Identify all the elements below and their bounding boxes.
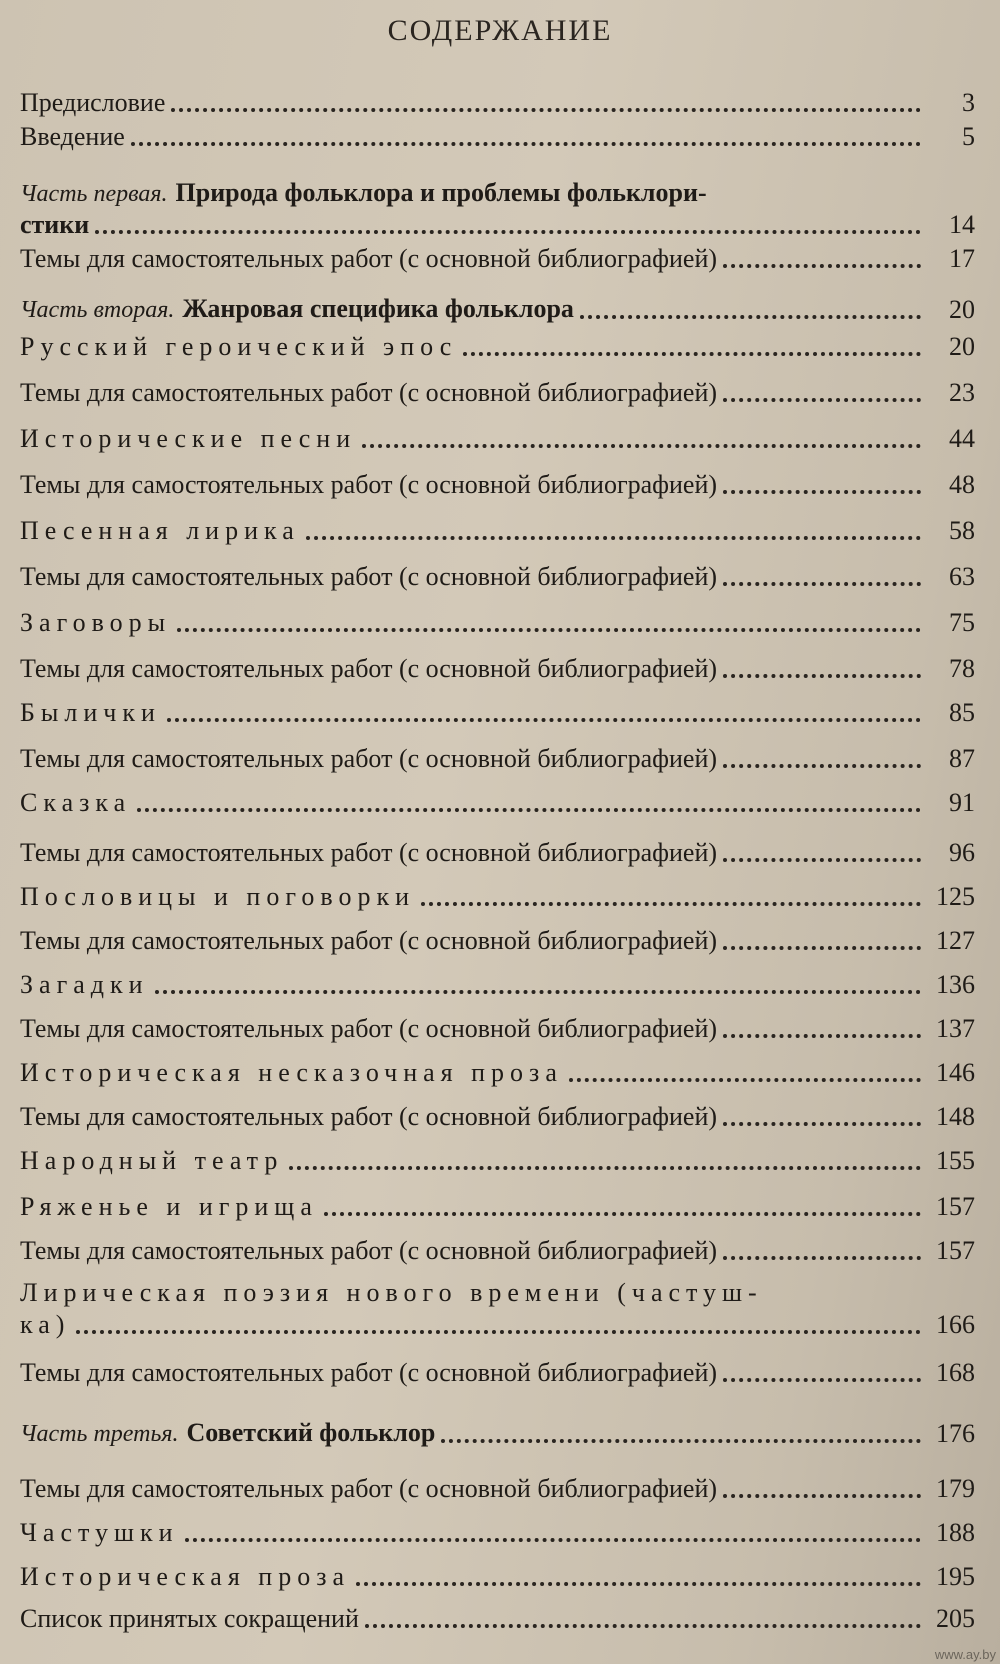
leader-dots: [324, 1212, 921, 1216]
leader-dots: [723, 1378, 921, 1382]
toc-entry-page: 205: [936, 1604, 975, 1633]
leader-dots: [723, 490, 921, 494]
part-prefix: Часть вторая.: [20, 297, 175, 323]
toc-entry-page: 157: [936, 1192, 975, 1221]
toc-entry: [20, 788, 975, 818]
toc-entry: [20, 210, 975, 240]
toc-entry: [20, 244, 975, 274]
leader-dots: [289, 1166, 921, 1170]
toc-part-entry: [20, 1418, 975, 1449]
toc-entry-page: 127: [936, 926, 975, 955]
toc-entry-label: Темы для самостоятельных работ (с основной библиографией): [20, 378, 718, 407]
toc-entry: [20, 926, 975, 956]
toc-entry: [20, 1192, 975, 1222]
part-title: Природа фольклора и проблемы фольклори-: [175, 178, 707, 207]
toc-entry: [20, 882, 975, 912]
toc-entry-page: 195: [936, 1562, 975, 1591]
leader-dots: [723, 1256, 921, 1260]
toc-entry-label: Частушки: [20, 1518, 179, 1547]
leader-dots: [441, 1439, 921, 1443]
leader-dots: [723, 764, 921, 768]
toc-entry: [20, 378, 975, 408]
toc-entry-label: Пословицы и поговорки: [20, 882, 416, 911]
toc-entry-label: Заговоры: [20, 608, 172, 637]
toc-entry-label: Песенная лирика: [20, 516, 300, 545]
toc-entry-page: 17: [949, 244, 975, 273]
toc-entry-label: Русский героический эпос: [20, 332, 458, 361]
toc-entry-continuation: ка): [20, 1310, 71, 1339]
toc-entry-label: Сказка: [20, 788, 132, 817]
toc-entry-page: 87: [949, 744, 975, 773]
toc-entry-label: Загадки: [20, 970, 149, 999]
leader-dots: [580, 315, 921, 319]
leader-dots: [356, 1582, 921, 1586]
toc-entry-page: 137: [936, 1014, 975, 1043]
leader-dots: [569, 1078, 921, 1082]
part-title: Советский фольклор: [186, 1418, 436, 1447]
toc-entry-page: 20: [949, 332, 975, 361]
toc-entry: [20, 1310, 975, 1340]
toc-entry-page: 96: [949, 838, 975, 867]
toc-entry-label: Историческая несказочная проза: [20, 1058, 563, 1087]
toc-entry-page: 23: [949, 378, 975, 407]
toc-entry: [20, 1236, 975, 1266]
toc-entry: [20, 562, 975, 592]
toc-entry-continuation: стики: [20, 210, 90, 239]
leader-dots: [421, 902, 921, 906]
toc-entry: [20, 1146, 975, 1176]
toc-entry-page: 78: [949, 654, 975, 683]
toc-entry-label: Темы для самостоятельных работ (с основной библиографией): [20, 244, 718, 273]
toc-entry: [20, 608, 975, 638]
watermark: www.ay.by: [934, 1647, 996, 1662]
toc-entry-page: 148: [936, 1102, 975, 1131]
toc-entry: [20, 470, 975, 500]
toc-entry-label: Список принятых сокращений: [20, 1604, 359, 1633]
toc-entry-page: 125: [936, 882, 975, 911]
toc-entry: [20, 424, 975, 454]
toc-entry-label: Исторические песни: [20, 424, 357, 453]
toc-entry: [20, 1604, 975, 1634]
toc-entry-page: 176: [936, 1419, 975, 1448]
leader-dots: [723, 674, 921, 678]
toc-entry-page: 75: [949, 608, 975, 637]
leader-dots: [76, 1330, 921, 1334]
toc-entry-page: 91: [949, 788, 975, 817]
leader-dots: [155, 990, 921, 994]
toc-entry: [20, 122, 975, 152]
toc-entry-page: 3: [962, 88, 975, 117]
toc-entry-label: Народный театр: [20, 1146, 284, 1175]
toc-entry: [20, 332, 975, 362]
toc-entry-label: Ряженье и игрища: [20, 1192, 318, 1221]
toc-entry-label: Темы для самостоятельных работ (с основной библиографией): [20, 838, 718, 867]
leader-dots: [131, 142, 921, 146]
toc-entry: [20, 88, 975, 118]
toc-entry: [20, 698, 975, 728]
leader-dots: [185, 1538, 921, 1542]
leader-dots: [723, 1034, 921, 1038]
toc-entry-page: 63: [949, 562, 975, 591]
toc-entry-label: Темы для самостоятельных работ (с основной библиографией): [20, 562, 718, 591]
leader-dots: [723, 946, 921, 950]
toc-entry-page: 48: [949, 470, 975, 499]
toc-entry-label: Темы для самостоятельных работ (с основной библиографией): [20, 1102, 718, 1131]
toc-entry-label: Темы для самостоятельных работ (с основной библиографией): [20, 654, 718, 683]
leader-dots: [167, 718, 921, 722]
toc-entry-page: 44: [949, 424, 975, 453]
leader-dots: [306, 536, 921, 540]
toc-entry-page: 166: [936, 1310, 975, 1339]
leader-dots: [362, 444, 921, 448]
toc-entry-page: 136: [936, 970, 975, 999]
toc-entry-label: Темы для самостоятельных работ (с основной библиографией): [20, 1236, 718, 1265]
toc-entry-page: 5: [962, 122, 975, 151]
toc-entry-page: 155: [936, 1146, 975, 1175]
part-prefix: Часть третья.: [20, 1421, 179, 1447]
toc-entry: [20, 970, 975, 1000]
leader-dots: [365, 1624, 921, 1628]
toc-entry-page: 20: [949, 295, 975, 324]
leader-dots: [171, 108, 921, 112]
toc-entry-label: Темы для самостоятельных работ (с основной библиографией): [20, 744, 718, 773]
toc-entry-label: Лирическая поэзия нового времени (частуш-: [20, 1278, 763, 1307]
leader-dots: [137, 808, 921, 812]
toc-entry-label: Темы для самостоятельных работ (с основной библиографией): [20, 926, 718, 955]
toc-entry: [20, 654, 975, 684]
toc-entry: [20, 1474, 975, 1504]
toc-entry-page: 188: [936, 1518, 975, 1547]
leader-dots: [463, 352, 921, 356]
leader-dots: [723, 1122, 921, 1126]
toc-entry: [20, 838, 975, 868]
toc-entry: [20, 516, 975, 546]
toc-part-entry: [20, 294, 975, 325]
leader-dots: [95, 230, 921, 234]
toc-entry-page: 179: [936, 1474, 975, 1503]
leader-dots: [723, 582, 921, 586]
toc-entry-page: 146: [936, 1058, 975, 1087]
part-title: Жанровая специфика фольклора: [182, 294, 574, 323]
toc-part-heading: [20, 178, 707, 209]
toc-entry: [20, 1058, 975, 1088]
toc-entry: [20, 1562, 975, 1592]
leader-dots: [723, 264, 921, 268]
toc-entry-page: 58: [949, 516, 975, 545]
toc-entry: [20, 1102, 975, 1132]
toc-entry-label: Темы для самостоятельных работ (с основной библиографией): [20, 1014, 718, 1043]
leader-dots: [723, 858, 921, 862]
leader-dots: [723, 1494, 921, 1498]
toc-entry: [20, 1014, 975, 1044]
toc-entry: [20, 1518, 975, 1548]
toc-entry-label: Предисловие: [20, 88, 166, 117]
toc-entry: [20, 1358, 975, 1388]
toc-entry-page: 14: [949, 210, 975, 239]
toc-entry-page: 157: [936, 1236, 975, 1265]
toc-entry-page: 85: [949, 698, 975, 727]
toc-entry: [20, 744, 975, 774]
leader-dots: [177, 628, 921, 632]
toc-entry-label: Былички: [20, 698, 161, 727]
leader-dots: [723, 398, 921, 402]
toc-entry-label: Введение: [20, 122, 125, 151]
toc-entry-label: Историческая проза: [20, 1562, 351, 1591]
toc-entry-label: Темы для самостоятельных работ (с основной библиографией): [20, 1358, 718, 1387]
toc-entry-label: Темы для самостоятельных работ (с основной библиографией): [20, 1474, 718, 1503]
part-prefix: Часть первая.: [20, 181, 168, 207]
toc-entry-label: Темы для самостоятельных работ (с основной библиографией): [20, 470, 718, 499]
page-title: СОДЕРЖАНИЕ: [387, 14, 613, 47]
toc-entry-page: 168: [936, 1358, 975, 1387]
